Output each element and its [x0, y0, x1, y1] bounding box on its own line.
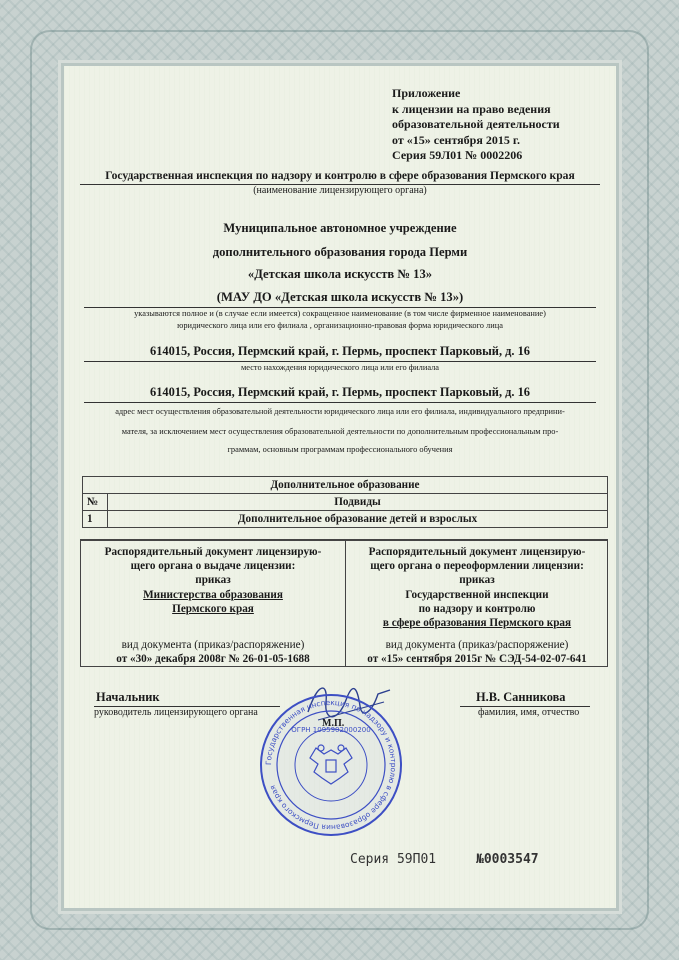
reissue-doc-line-2: щего органа о переоформлении лицензии:: [370, 560, 584, 573]
org-line-2: дополнительного образования города Перми: [212, 245, 468, 259]
org-line-3: «Детская школа искусств № 13»: [247, 267, 433, 281]
form-series: Серия 59П01: [350, 852, 437, 867]
issue-doc-line-2: щего органа о выдаче лицензии:: [130, 560, 296, 573]
reissue-document: [347, 545, 607, 667]
appendix-line-2: к лицензии на право ведения: [392, 101, 551, 116]
appendix-series: Серия 59Л01 № 0002206: [392, 148, 523, 162]
authority-name: Государственная инспекция по надзору и контролю в сфере образования Пермского края: [105, 169, 575, 182]
seal-ogrn: ОГРН 1095902000200: [291, 726, 371, 734]
signatory-name: Н.В. Санникова: [476, 690, 566, 704]
row-subtype-name: Дополнительное образование детей и взрослых: [108, 511, 608, 528]
administrative-documents: [80, 539, 608, 667]
table-header: Дополнительное образование: [83, 477, 608, 494]
activity-caption-3: граммам, основным программам профессионального обучения: [227, 445, 453, 454]
reissue-doc-type: приказ: [459, 574, 495, 587]
issue-doc-date-number: от «30» декабря 2008г № 26-01-05-1688: [116, 653, 310, 666]
issue-document: [85, 545, 341, 666]
location-address: 614015, Россия, Пермский край, г. Пермь, проспект Парковый, д. 16: [150, 344, 530, 358]
activity-rule: [84, 402, 596, 403]
seal-ring-text: Государственная инспекция по надзору и контролю в сфере образования Пермского края: [263, 697, 399, 833]
org-caption-2: юридического лица или его филиала , организационно-правовая форма юридического лица: [177, 321, 503, 330]
appendix-date: от «15» сентября 2015 г.: [392, 132, 520, 147]
activity-caption-1: адрес мест осуществления образовательной деятельности юридического лица или его филиала, индивидуального предприни-: [115, 407, 565, 416]
table-row: [83, 511, 608, 528]
issue-doc-authority-1: Министерства образования: [143, 588, 283, 601]
appendix-title: Приложение: [392, 86, 461, 100]
authority-caption: (наименование лицензирующего органа): [253, 185, 427, 196]
reissue-doc-authority-1: Государственной инспекции: [405, 588, 549, 601]
issue-doc-authority-2: Пермского края: [172, 602, 254, 615]
org-line-4: (МАУ ДО «Детская школа искусств № 13»): [216, 290, 464, 304]
official-seal-stamp: [258, 692, 404, 838]
column-number-header: №: [83, 494, 108, 511]
reissue-doc-date-number: от «15» сентября 2015г № СЭД-54-02-07-641: [367, 653, 587, 666]
org-line-1: Муниципальное автономное учреждение: [223, 221, 457, 235]
row-number: 1: [83, 511, 108, 528]
table-columns-row: [83, 494, 608, 511]
form-number: №0003547: [476, 852, 539, 867]
issue-doc-type: приказ: [195, 574, 231, 587]
reissue-doc-line-1: Распорядительный документ лицензирую-: [368, 546, 586, 558]
subtypes-table: [82, 476, 608, 528]
signatory-name-caption: фамилия, имя, отчество: [478, 707, 580, 718]
appendix-header: [392, 86, 560, 164]
activity-caption-2: мателя, за исключением мест осуществления образовательной деятельности по дополнительным профессиональным про-: [121, 427, 559, 436]
docs-divider: [345, 541, 346, 667]
activity-address: 614015, Россия, Пермский край, г. Пермь, проспект Парковый, д. 16: [150, 385, 530, 399]
location-rule: [84, 361, 596, 362]
reissue-doc-kind-caption: вид документа (приказ/распоряжение): [385, 639, 569, 652]
signatory-position-caption: руководитель лицензирующего органа: [94, 707, 258, 718]
issue-doc-kind-caption: вид документа (приказ/распоряжение): [121, 639, 305, 652]
column-subtypes-header: Подвиды: [108, 494, 608, 511]
signatory-position: Начальник: [96, 690, 160, 704]
reissue-doc-authority-2: по надзору и контролю: [418, 602, 536, 615]
appendix-line-3: образовательной деятельности: [392, 117, 560, 131]
org-caption-1: указываются полное и (в случае если имеется) сокращенное наименование (в том числе фирменное наименование): [134, 309, 546, 318]
reissue-doc-authority-3: в сфере образования Пермского края: [382, 617, 572, 630]
issue-doc-line-1: Распорядительный документ лицензирую-: [104, 546, 322, 558]
org-rule: [84, 307, 596, 308]
table-header-row: [83, 477, 608, 494]
location-caption: место нахождения юридического лица или его филиала: [240, 363, 440, 372]
